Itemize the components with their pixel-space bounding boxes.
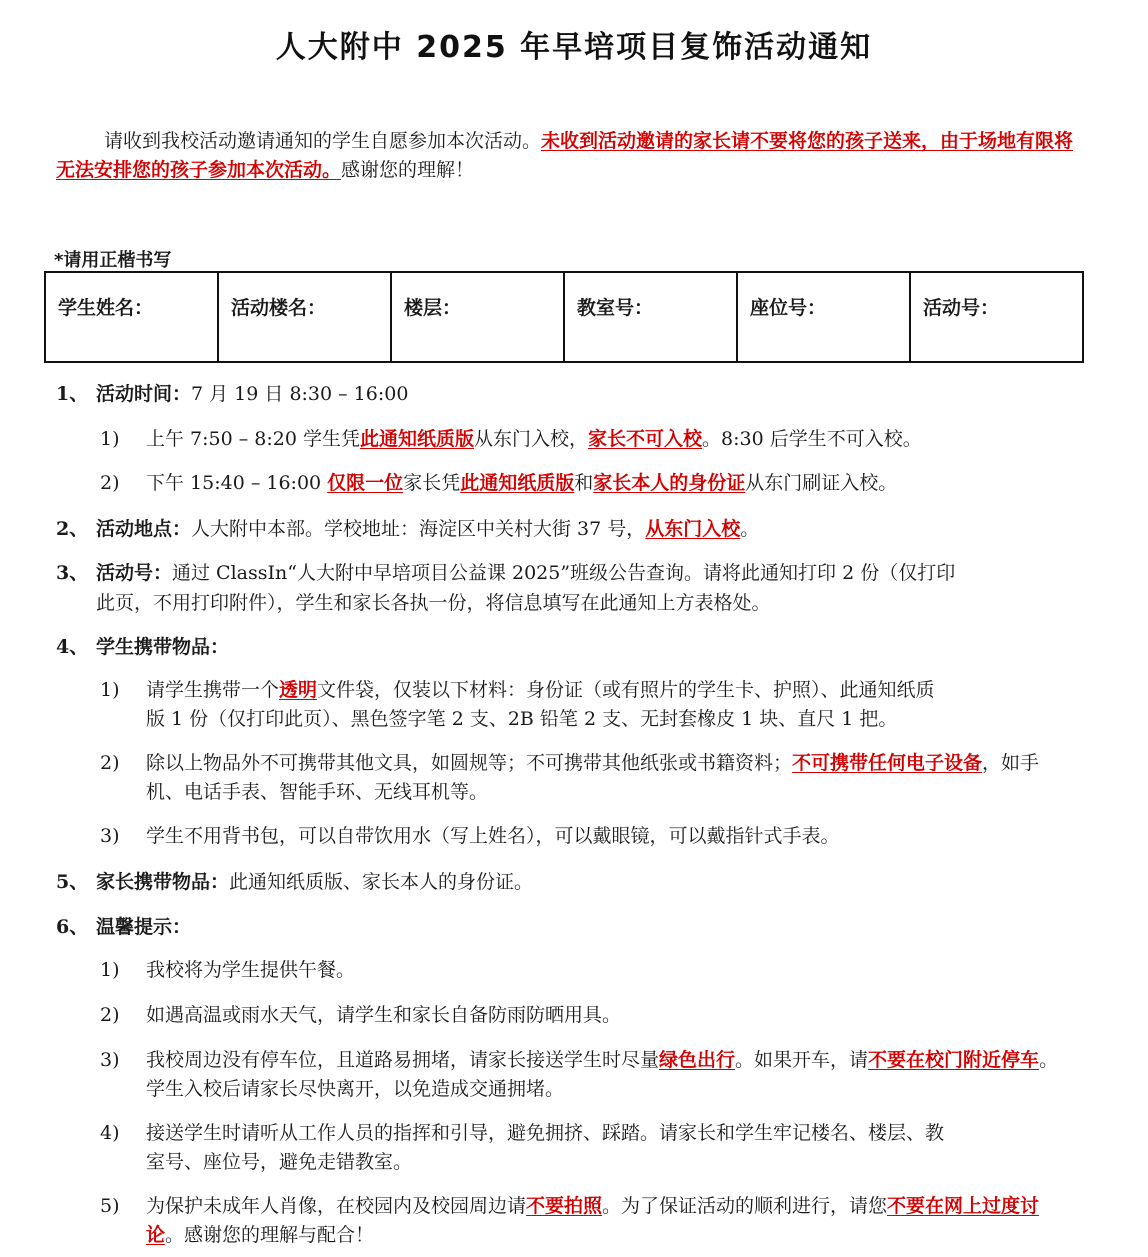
section-heading: 活动时间： bbox=[96, 383, 192, 405]
section-tips: 6、 温馨提示： bbox=[56, 916, 192, 938]
field-floor[interactable]: 楼层： bbox=[391, 272, 564, 362]
info-form-table bbox=[44, 271, 1084, 363]
field-activity-number[interactable]: 活动号： bbox=[910, 272, 1083, 362]
intro-warning: 未收到活动邀请的家长请不要将您的孩子送来，由于场地有限将无法安排您的孩子参加本次活动。 bbox=[56, 130, 1074, 181]
list-item: 2) 如遇高温或雨水天气，请学生和家长自备防雨防晒用具。 bbox=[100, 1004, 622, 1026]
list-item: 1) 请学生携带一个透明文件袋，仅装以下材料：身份证（或有照片的学生卡、护照）、此通知纸质 版 1 份（仅打印此页）、黑色签字笔 2 支、2B 铅笔 2 支、无封套橡皮 1 块、直尺 1 把。 bbox=[100, 679, 935, 730]
field-classroom-number[interactable]: 教室号： bbox=[564, 272, 737, 362]
list-item: 2) 除以上物品外不可携带其他文具，如圆规等；不可携带其他纸张或书籍资料；不可携带任何电子设备，如手机、电话手表、智能手环、无线耳机等。 bbox=[100, 752, 1040, 803]
list-item: 1) 上午 7:50 – 8:20 学生凭此通知纸质版从东门入校，家长不可入校。8:30 后学生不可入校。 bbox=[100, 428, 922, 450]
field-seat-number[interactable]: 座位号： bbox=[737, 272, 910, 362]
list-item: 4) 接送学生时请听从工作人员的指挥和引导，避免拥挤、踩踏。请家长和学生牢记楼名、楼层、教 室号、座位号，避免走错教室。 bbox=[100, 1122, 945, 1173]
handwriting-hint: *请用正楷书写 bbox=[54, 250, 172, 271]
section-heading: 温馨提示： bbox=[96, 916, 192, 938]
section-heading: 学生携带物品： bbox=[96, 636, 230, 658]
list-item: 5) 为保护未成年人肖像，在校园内及校园周边请不要拍照。为了保证活动的顺利进行，请您不要在网上过度讨论。感谢您的理解与配合！ bbox=[100, 1195, 1040, 1246]
list-item: 2) 下午 15:40 – 16:00 仅限一位家长凭此通知纸质版和家长本人的身份证从东门刷证入校。 bbox=[100, 472, 898, 494]
intro-thanks: 感谢您的理解！ bbox=[341, 159, 475, 181]
section-student-items: 4、 学生携带物品： bbox=[56, 636, 230, 658]
section-activity-time: 1、 活动时间：7 月 19 日 8:30 – 16:00 bbox=[56, 383, 409, 405]
list-item: 3) 学生不用背书包，可以自带饮用水（写上姓名），可以戴眼镜，可以戴指针式手表。 bbox=[100, 825, 840, 847]
section-heading: 家长携带物品： bbox=[96, 871, 230, 893]
intro-paragraph bbox=[56, 127, 1076, 185]
list-item: 3) 我校周边没有停车位，且道路易拥堵，请家长接送学生时尽量绿色出行。如果开车，请不要在校门附近停车。学生入校后请家长尽快离开，以免造成交通拥堵。 bbox=[100, 1049, 1059, 1100]
section-activity-number: 3、 活动号：通过 ClassIn“人大附中早培项目公益课 2025”班级公告查询。请将此通知打印 2 份（仅打印 此页，不用打印附件），学生和家长各执一份，将信息填写在此通知上方表格处。 bbox=[56, 562, 956, 614]
field-student-name[interactable]: 学生姓名： bbox=[45, 272, 218, 362]
section-heading: 活动号： bbox=[96, 562, 173, 584]
notice-title: 人大附中 2025 年早培项目复饰活动通知 bbox=[275, 30, 873, 65]
section-heading: 活动地点： bbox=[96, 518, 192, 540]
section-parent-items: 5、 家长携带物品：此通知纸质版、家长本人的身份证。 bbox=[56, 871, 534, 893]
section-location: 2、 活动地点：人大附中本部。学校地址：海淀区中关村大街 37 号，从东门入校。 bbox=[56, 518, 760, 540]
list-item: 1) 我校将为学生提供午餐。 bbox=[100, 959, 356, 981]
intro-text: 请收到我校活动邀请通知的学生自愿参加本次活动。 bbox=[104, 130, 542, 152]
field-building-name[interactable]: 活动楼名： bbox=[218, 272, 391, 362]
